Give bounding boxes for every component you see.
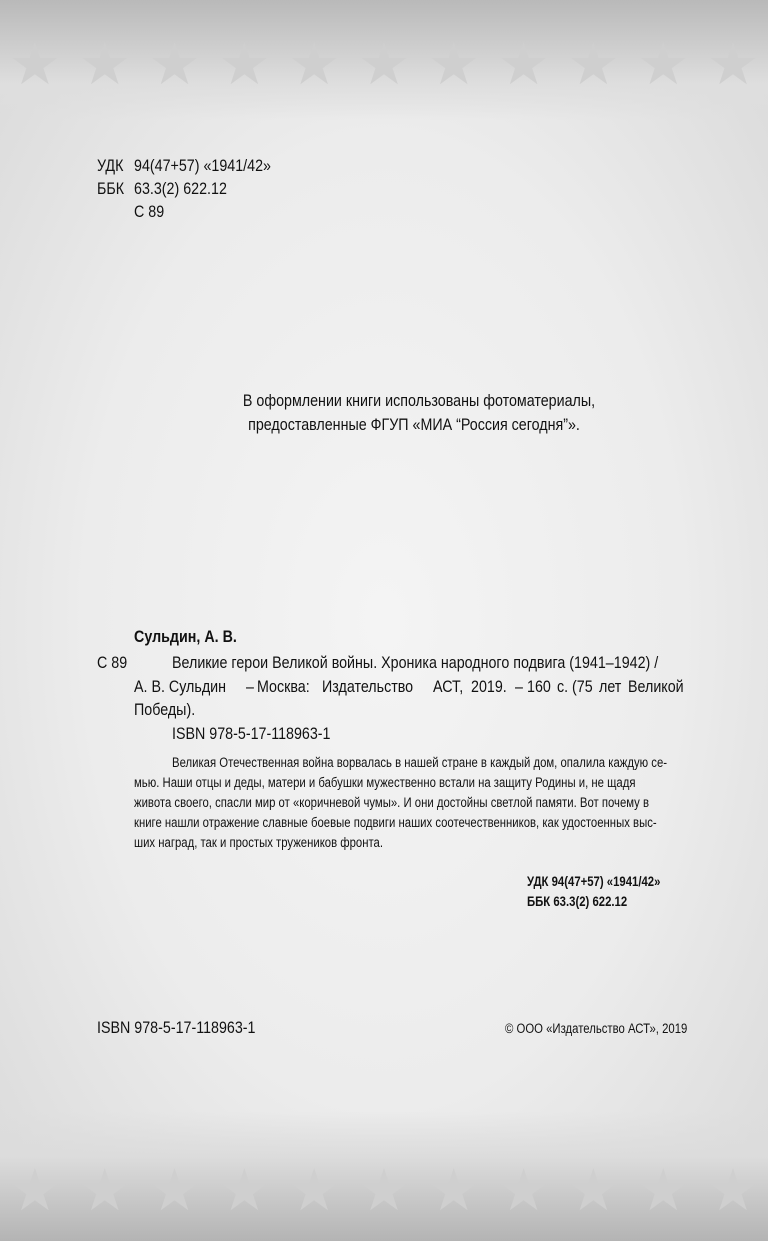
bbk-code-value: 63.3(2) 622.12 <box>134 179 227 198</box>
bottom-border-star-icon: ★ <box>8 1156 61 1224</box>
annotation-line: Великая Отечественная война ворвалась в нашей стране в каждый дом, опалила каждую се- <box>172 755 668 770</box>
top-border-star-icon: ★ <box>148 30 201 98</box>
title-word: лет <box>599 677 622 696</box>
bottom-border-star-icon: ★ <box>567 1156 620 1224</box>
annotation-line: книге нашли отражение славные боевые подвиги наших соотечественников, как удостоенных выс- <box>134 815 657 830</box>
top-border-star-icon: ★ <box>288 30 341 98</box>
bbk-code-label: ББК <box>97 179 125 198</box>
top-border-star-icon: ★ <box>497 30 550 98</box>
bottom-border-star-icon: ★ <box>637 1156 690 1224</box>
annotation-line: мью. Наши отцы и деды, матери и бабушки мужественно встали на защиту Родины и, не щадя <box>134 775 636 790</box>
author-mark: С 89 <box>134 202 165 221</box>
bottom-border-star-icon: ★ <box>148 1156 201 1224</box>
udk-code-bold: УДК 94(47+57) «1941/42» <box>527 874 661 889</box>
title-word: Москва: <box>257 677 310 696</box>
photo-credit-line-1: В оформлении книги использованы фотоматериалы, <box>242 391 596 410</box>
annotation-line: ших наград, так и простых тружеников фронта. <box>134 835 384 850</box>
bottom-border-star-icon: ★ <box>707 1156 760 1224</box>
title-word: – <box>245 677 254 696</box>
top-border-star-icon: ★ <box>8 30 61 98</box>
title-word: – <box>515 677 524 696</box>
top-border-star-icon: ★ <box>218 30 271 98</box>
udk-code-label: УДК <box>97 156 124 175</box>
call-number: С 89 <box>97 653 128 672</box>
bbk-code-bold: ББК 63.3(2) 622.12 <box>527 894 628 909</box>
photo-credit-line-2: предоставленные ФГУП «МИА “Россия сегодня”». <box>248 415 580 434</box>
bottom-border-star-icon: ★ <box>357 1156 410 1224</box>
top-border-star-icon: ★ <box>78 30 131 98</box>
author-heading: Сульдин, А. В. <box>134 627 237 646</box>
top-star-border <box>0 0 768 120</box>
title-line-1: Великие герои Великой войны. Хроника народного подвига (1941–1942) / <box>172 653 659 672</box>
card-isbn: ISBN 978-5-17-118963-1 <box>172 724 331 743</box>
bottom-border-star-icon: ★ <box>288 1156 341 1224</box>
bottom-border-star-icon: ★ <box>218 1156 271 1224</box>
title-word: 160 <box>526 677 551 696</box>
footer-isbn: ISBN 978-5-17-118963-1 <box>97 1018 256 1037</box>
title-word: (75 <box>572 677 594 696</box>
bottom-star-border <box>0 1111 768 1241</box>
top-border-star-icon: ★ <box>427 30 480 98</box>
title-word: с. <box>557 677 569 696</box>
top-border-star-icon: ★ <box>567 30 620 98</box>
top-border-star-icon: ★ <box>707 30 760 98</box>
title-word: Издательство <box>321 677 414 696</box>
bottom-border-star-icon: ★ <box>497 1156 550 1224</box>
title-line-2 <box>134 676 694 698</box>
title-word: 2019. <box>470 677 507 696</box>
annotation-line: живота своего, спасли мир от «коричневой чумы». И они достойны светлой памяти. Вот почему в <box>134 795 650 810</box>
top-border-star-icon: ★ <box>357 30 410 98</box>
bottom-border-star-icon: ★ <box>78 1156 131 1224</box>
udk-code-value: 94(47+57) «1941/42» <box>134 156 271 175</box>
bottom-border-star-icon: ★ <box>427 1156 480 1224</box>
title-word: Великой <box>627 677 684 696</box>
title-word: АСТ, <box>432 677 463 696</box>
top-border-star-icon: ★ <box>637 30 690 98</box>
title-word: А. В. Сульдин <box>134 677 227 696</box>
copyright: © ООО «Издательство АСТ», 2019 <box>505 1021 688 1036</box>
title-line-3: Победы). <box>134 700 196 719</box>
